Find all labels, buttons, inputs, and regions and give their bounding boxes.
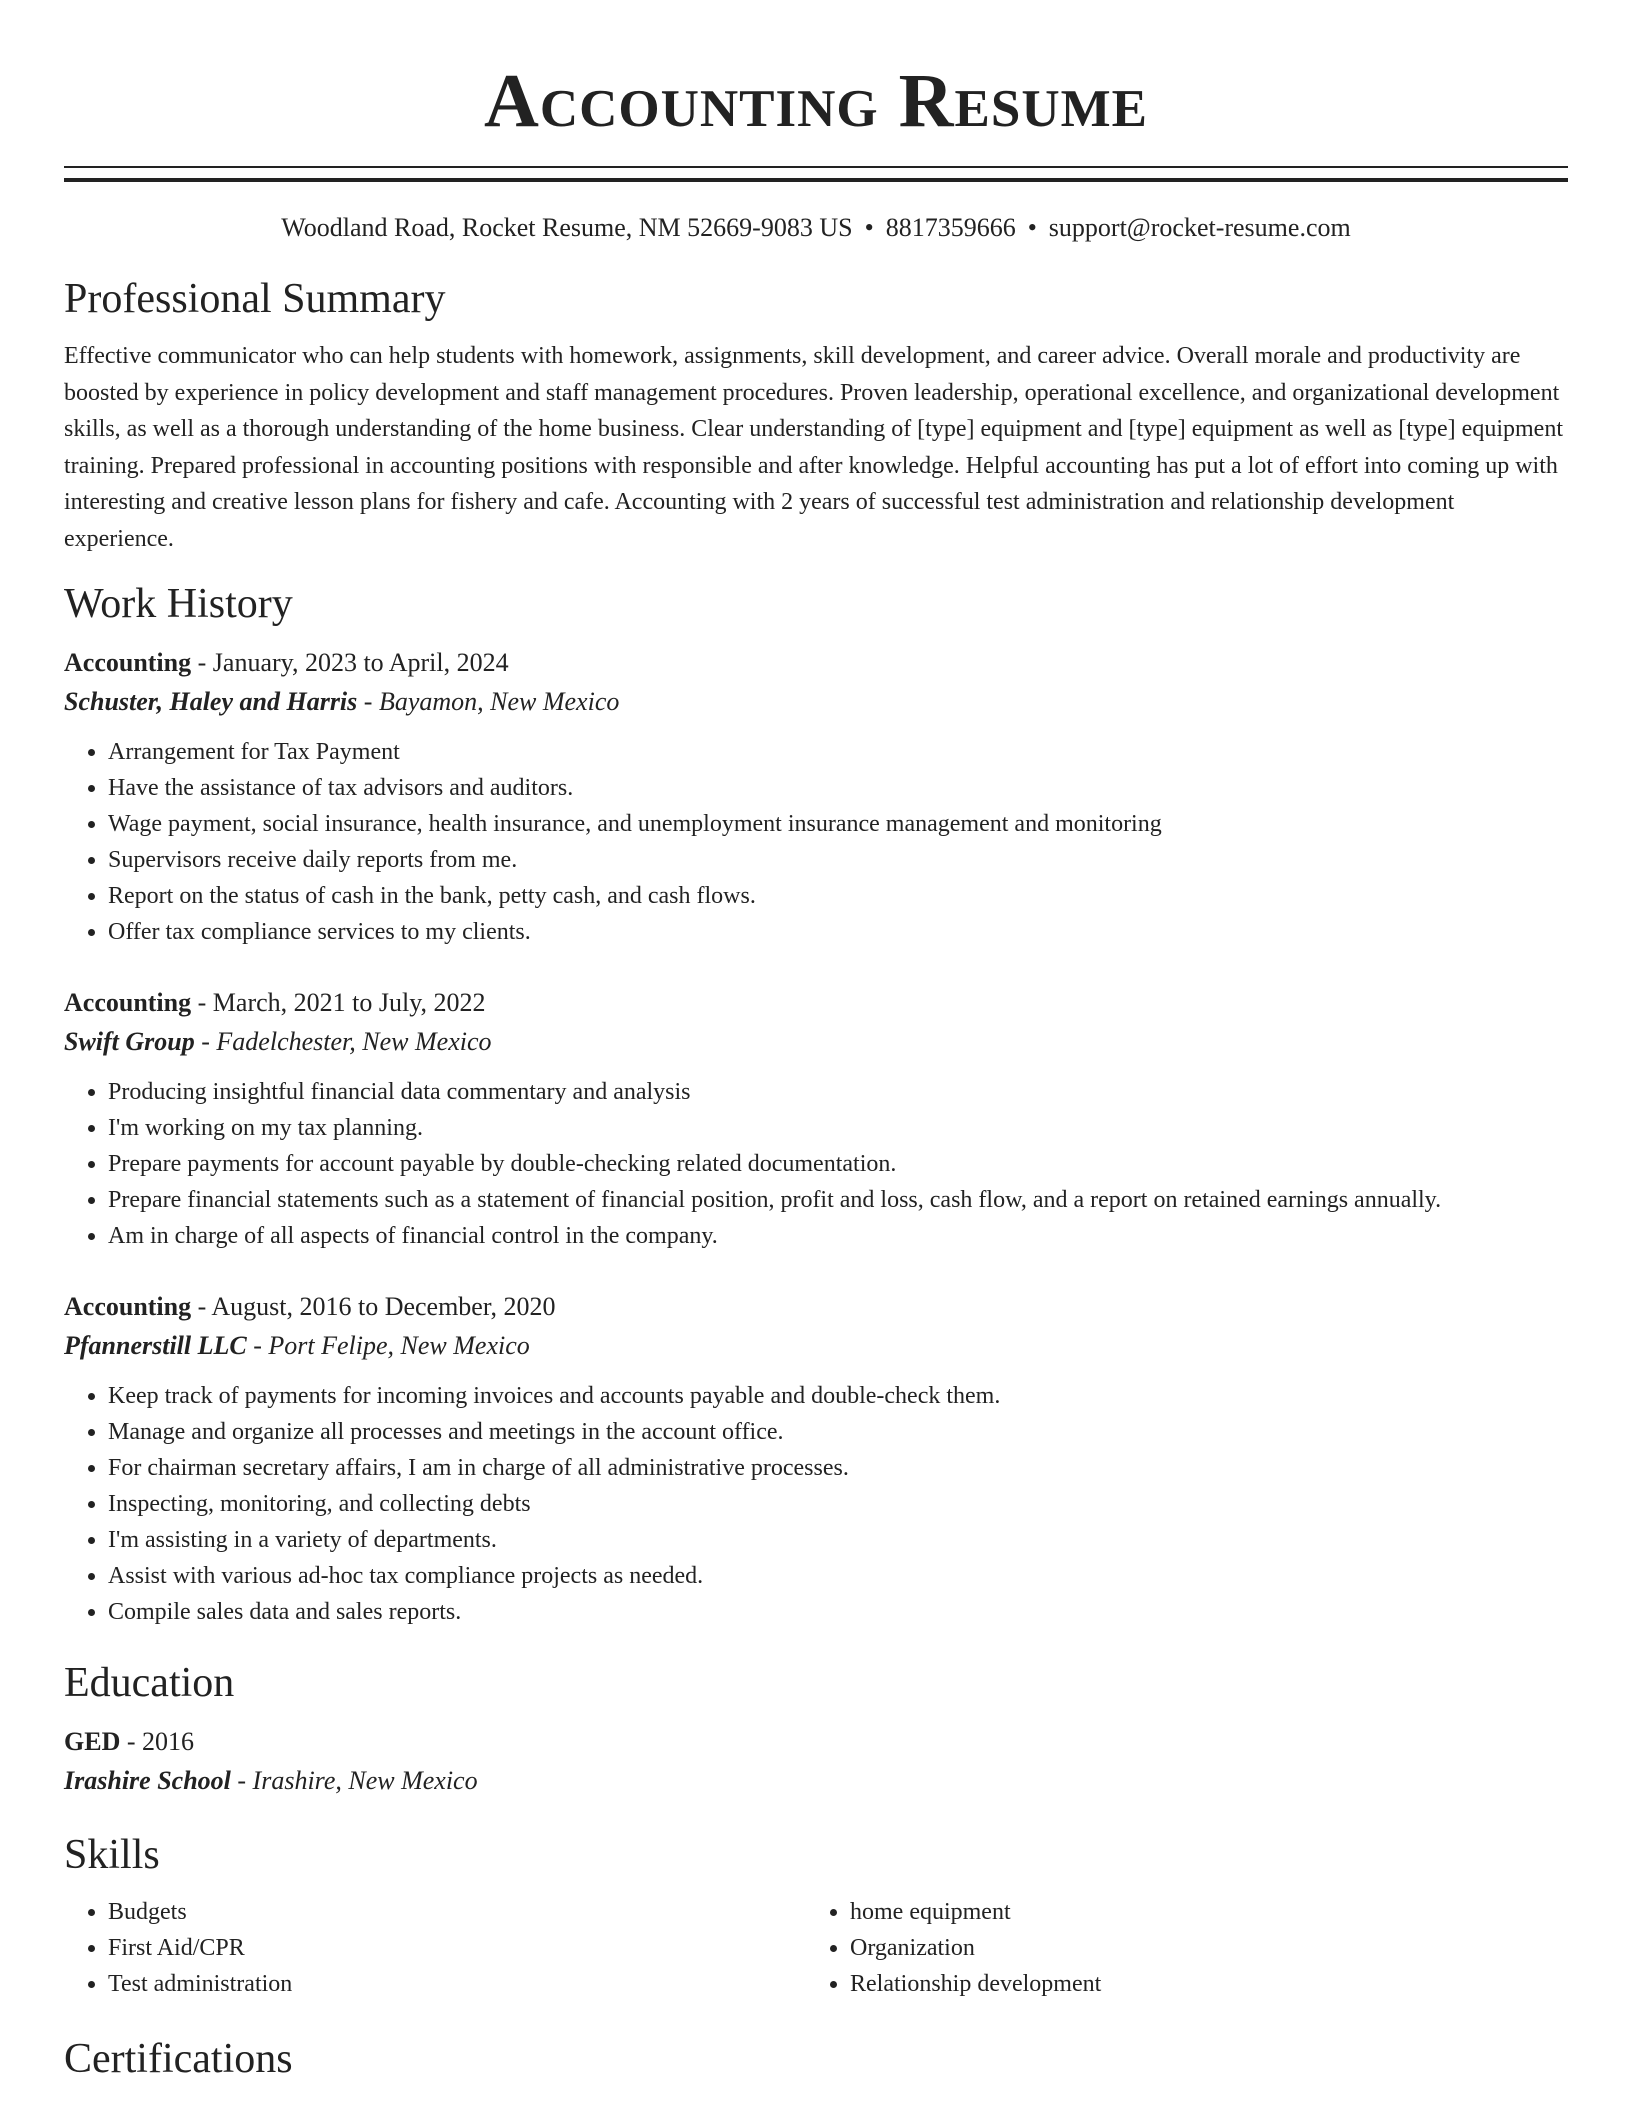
contact-line [64,210,1568,246]
job-company-line [64,682,1568,721]
skill-item: • home equipment [850,1894,1548,1930]
job-company: Schuster, Haley and Harris [64,687,358,716]
list-item: • Am in charge of all aspects of financial control in the company. [108,1218,1568,1254]
work-history-heading: Work History [64,581,293,627]
list-item: • Supervisors receive daily reports from me. [108,842,1568,878]
job-duties-list [64,1074,1568,1254]
list-item: • I'm assisting in a variety of departments. [108,1522,1568,1558]
certifications-heading: Certifications [64,2036,293,2082]
list-item: • Offer tax compliance services to my clients. [108,914,1568,950]
contact-separator: • [1027,213,1037,242]
job-company-line [64,1022,1568,1061]
list-item: • I'm working on my tax planning. [108,1110,1568,1146]
job-role: Accounting [64,1292,192,1321]
skills-list-right [806,1894,1548,2002]
education-entry [64,1722,1568,1800]
education-school-line [64,1761,1568,1800]
skill-item: • First Aid/CPR [108,1930,806,1966]
job-location: - Bayamon, New Mexico [357,687,620,716]
job-location: - Fadelchester, New Mexico [194,1027,492,1056]
contact-phone: 8817359666 [885,213,1016,242]
education-degree: GED [64,1727,121,1756]
contact-email: support@rocket-resume.com [1048,213,1351,242]
list-item: • Prepare payments for account payable by double-checking related documentation. [108,1146,1568,1182]
job-company: Pfannerstill LLC [64,1331,247,1360]
skills-columns [64,1894,1568,2002]
job-title-line [64,1287,1568,1326]
list-item: • Report on the status of cash in the bank, petty cash, and cash flows. [108,878,1568,914]
job-role: Accounting [64,648,192,677]
job-dates: - March, 2021 to July, 2022 [191,988,486,1017]
page-title: Accounting Resume [483,59,1149,143]
job-duties-list [64,1378,1568,1630]
job-company-line [64,1326,1568,1365]
education-degree-line [64,1722,1568,1761]
job-title-line [64,643,1568,682]
skill-item: • Relationship development [850,1966,1548,2002]
summary-text: Effective communicator who can help students with homework, assignments, skill development, and career advice. Overall morale and productivity are boosted by experience in policy development and staff management procedures. Proven leadership, operational excellence, and organizational development skills, as well as a thorough understanding of the home business. Clear understanding of [type] equipment and [type] equipment as well as [type] equipment training. Prepared professional in accounting positions with responsible and after knowledge. Helpful accounting has put a lot of effort into coming up with interesting and creative lesson plans for fishery and cafe. Accounting with 2 years of successful test administration and relationship development experience. [64,343,1563,552]
list-item: • Keep track of payments for incoming invoices and accounts payable and double-check them. [108,1378,1568,1414]
job-title-line [64,983,1568,1022]
list-item: • Wage payment, social insurance, health insurance, and unemployment insurance management and monitoring [108,806,1568,842]
skills-list-left [64,1894,806,2002]
skills-heading: Skills [64,1832,160,1878]
job-entry [64,983,1568,1254]
skill-item: • Organization [850,1930,1548,1966]
contact-address: Woodland Road, Rocket Resume, NM 52669-9083 US [281,213,853,242]
title-divider [64,166,1568,182]
job-company: Swift Group [64,1027,195,1056]
list-item: • Inspecting, monitoring, and collecting debts [108,1486,1568,1522]
education-year: - 2016 [120,1727,195,1756]
job-duties-list [64,734,1568,950]
list-item: • Manage and organize all processes and meetings in the account office. [108,1414,1568,1450]
job-role: Accounting [64,988,192,1017]
job-dates: - August, 2016 to December, 2020 [191,1292,556,1321]
list-item: • Producing insightful financial data commentary and analysis [108,1074,1568,1110]
job-entry [64,643,1568,950]
list-item: • Assist with various ad-hoc tax compliance projects as needed. [108,1558,1568,1594]
list-item: • For chairman secretary affairs, I am in charge of all administrative processes. [108,1450,1568,1486]
education-location: - Irashire, New Mexico [230,1766,478,1795]
list-item: • Arrangement for Tax Payment [108,734,1568,770]
contact-separator: • [864,213,874,242]
education-school: Irashire School [64,1766,231,1795]
job-location: - Port Felipe, New Mexico [246,1331,530,1360]
skill-item: • Budgets [108,1894,806,1930]
list-item: • Compile sales data and sales reports. [108,1594,1568,1630]
job-dates: - January, 2023 to April, 2024 [191,648,509,677]
skill-item: • Test administration [108,1966,806,2002]
summary-heading: Professional Summary [64,276,446,322]
education-heading: Education [64,1660,235,1706]
resume-page [64,0,1568,2086]
job-entry [64,1287,1568,1630]
list-item: • Prepare financial statements such as a statement of financial position, profit and loss, cash flow, and a report on retained earnings annually. [108,1182,1568,1218]
list-item: • Have the assistance of tax advisors and auditors. [108,770,1568,806]
